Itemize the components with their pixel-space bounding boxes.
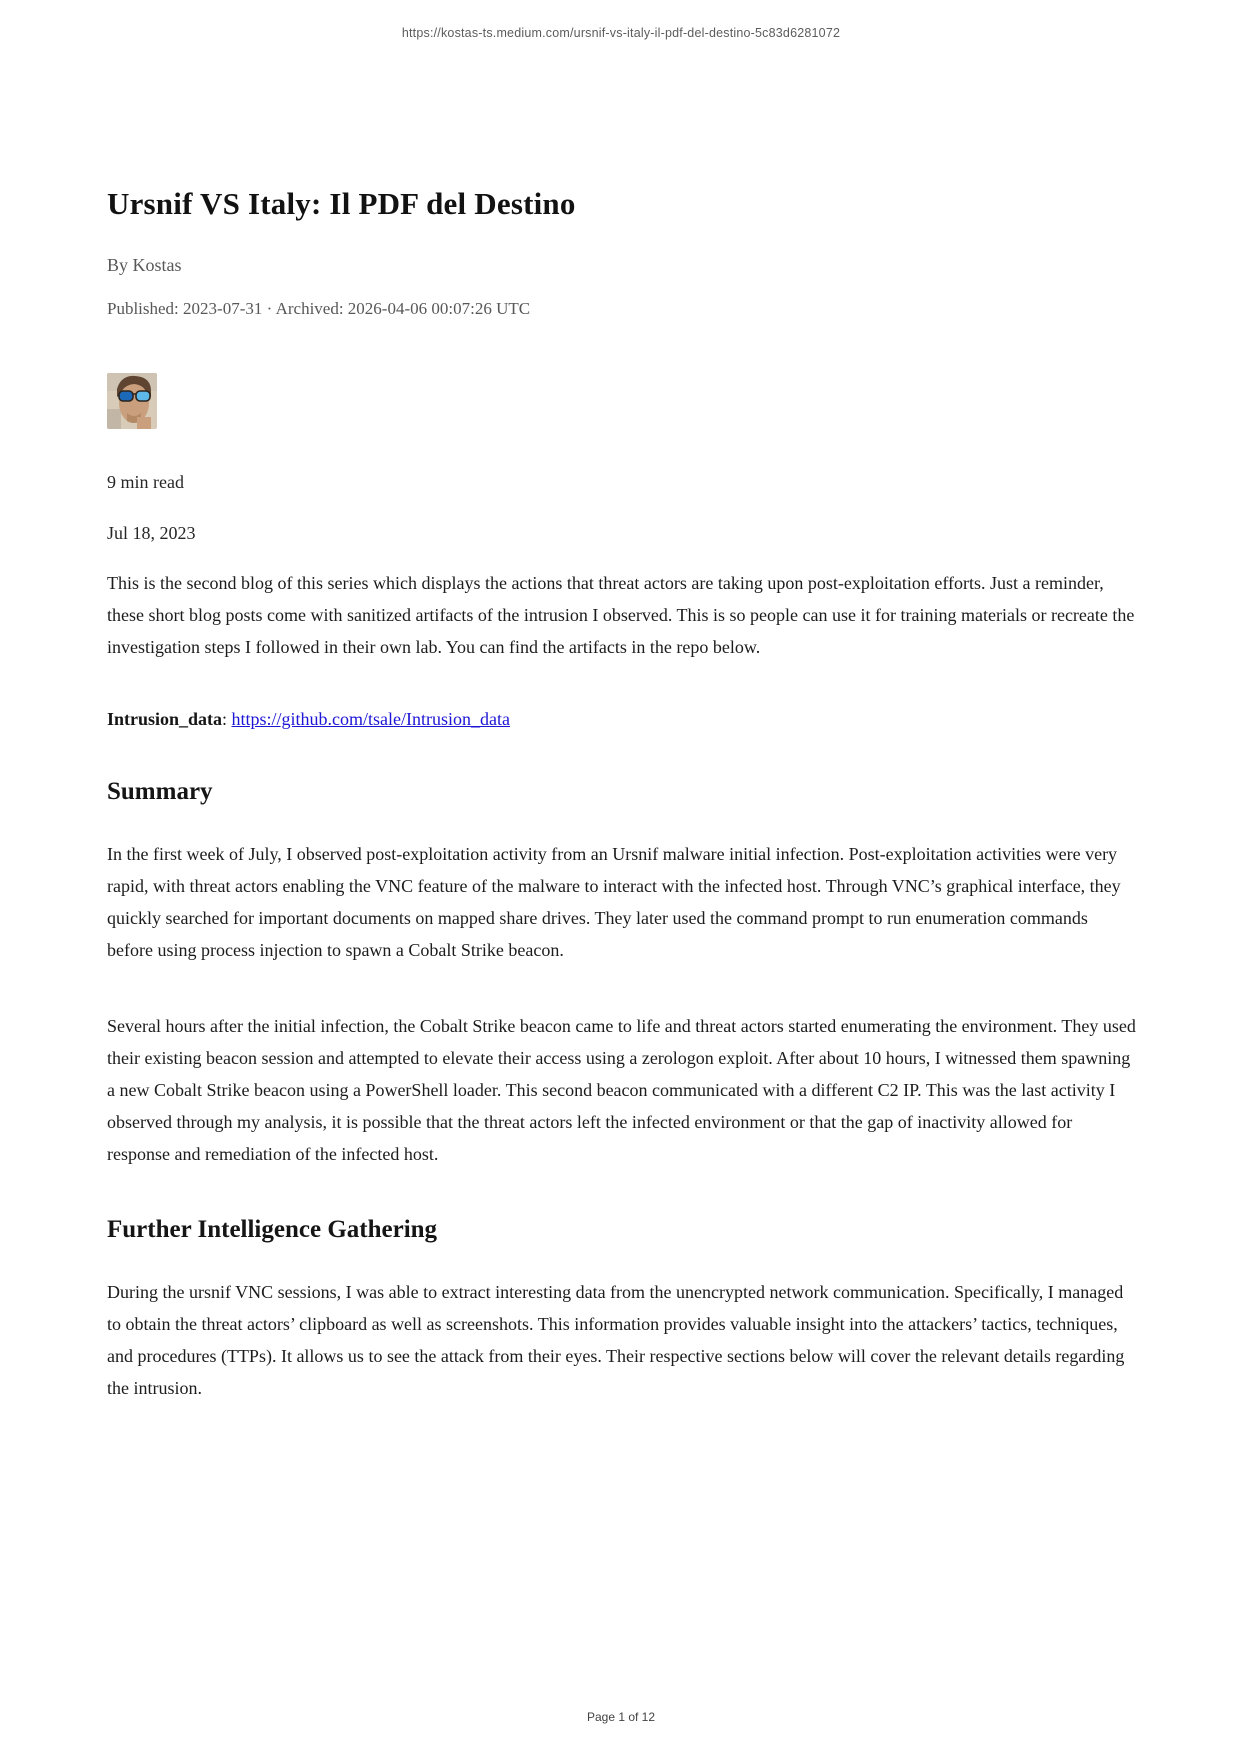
summary-paragraph-2: Several hours after the initial infection, the Cobalt Strike beacon came to life and threat actors started enumerating the environment. They used their existing beacon session and attempted to elevate their access using a zerologon exploit. After about 10 hours, I witnessed them spawning a new Cobalt Strike beacon using a PowerShell loader. This second beacon communicated with a different C2 IP. This was the last activity I observed through my analysis, it is possible that the threat actors left the infected environment or that the gap of inactivity allowed for response and remediation of the infected host. [107, 1016, 1136, 1164]
published-archived-line: Published: 2023-07-31 · Archived: 2026-04-06 00:07:26 UTC [107, 299, 531, 318]
section-summary [107, 776, 1137, 1170]
read-time: 9 min read [107, 472, 184, 492]
further-intelligence-heading: Further Intelligence Gathering [107, 1216, 438, 1243]
repo-line [107, 706, 1137, 732]
section-further-intelligence [107, 1214, 1137, 1404]
byline: By Kostas [107, 255, 182, 275]
intro-paragraph: This is the second blog of this series which displays the actions that threat actors are taking upon post-exploitation efforts. Just a reminder, these short blog posts come with sanitized artifacts of the intrusion I observed. This is so people can use it for training materials or recreate the investigation steps I followed in their own lab. You can find the artifacts in the repo below. [107, 573, 1135, 657]
author-avatar [107, 373, 157, 429]
page-number-footer: Page 1 of 12 [586, 1710, 656, 1724]
source-url-header: https://kostas-ts.medium.com/ursnif-vs-italy-il-pdf-del-destino-5c83d6281072 [401, 26, 841, 40]
further-intelligence-paragraph-1: During the ursnif VNC sessions, I was able to extract interesting data from the unencrypted network communication. Specifically, I managed to obtain the threat actors’ clipboard as well as screenshots. This information provides valuable insight into the attackers’ tactics, techniques, and procedures (TTPs). It allows us to see the attack from their eyes. Their respective sections below will cover the relevant details regarding the intrusion. [107, 1282, 1125, 1398]
author-avatar-image [107, 373, 157, 429]
repo-link[interactable]: https://github.com/tsale/Intrusion_data [231, 709, 511, 729]
repo-label: Intrusion_data [107, 709, 223, 729]
article-content [107, 0, 1137, 1404]
article-date: Jul 18, 2023 [107, 523, 196, 543]
article-title: Ursnif VS Italy: Il PDF del Destino [107, 186, 576, 221]
summary-paragraph-1: In the first week of July, I observed post-exploitation activity from an Ursnif malware initial infection. Post-exploitation activities were very rapid, with threat actors enabling the VNC feature of the malware to interact with the infected host. Through VNC’s graphical interface, they quickly searched for important documents on mapped share drives. They later used the command prompt to run enumeration commands before using process injection to spawn a Cobalt Strike beacon. [107, 844, 1121, 960]
repo-separator: : [222, 709, 232, 729]
summary-heading: Summary [107, 778, 213, 805]
